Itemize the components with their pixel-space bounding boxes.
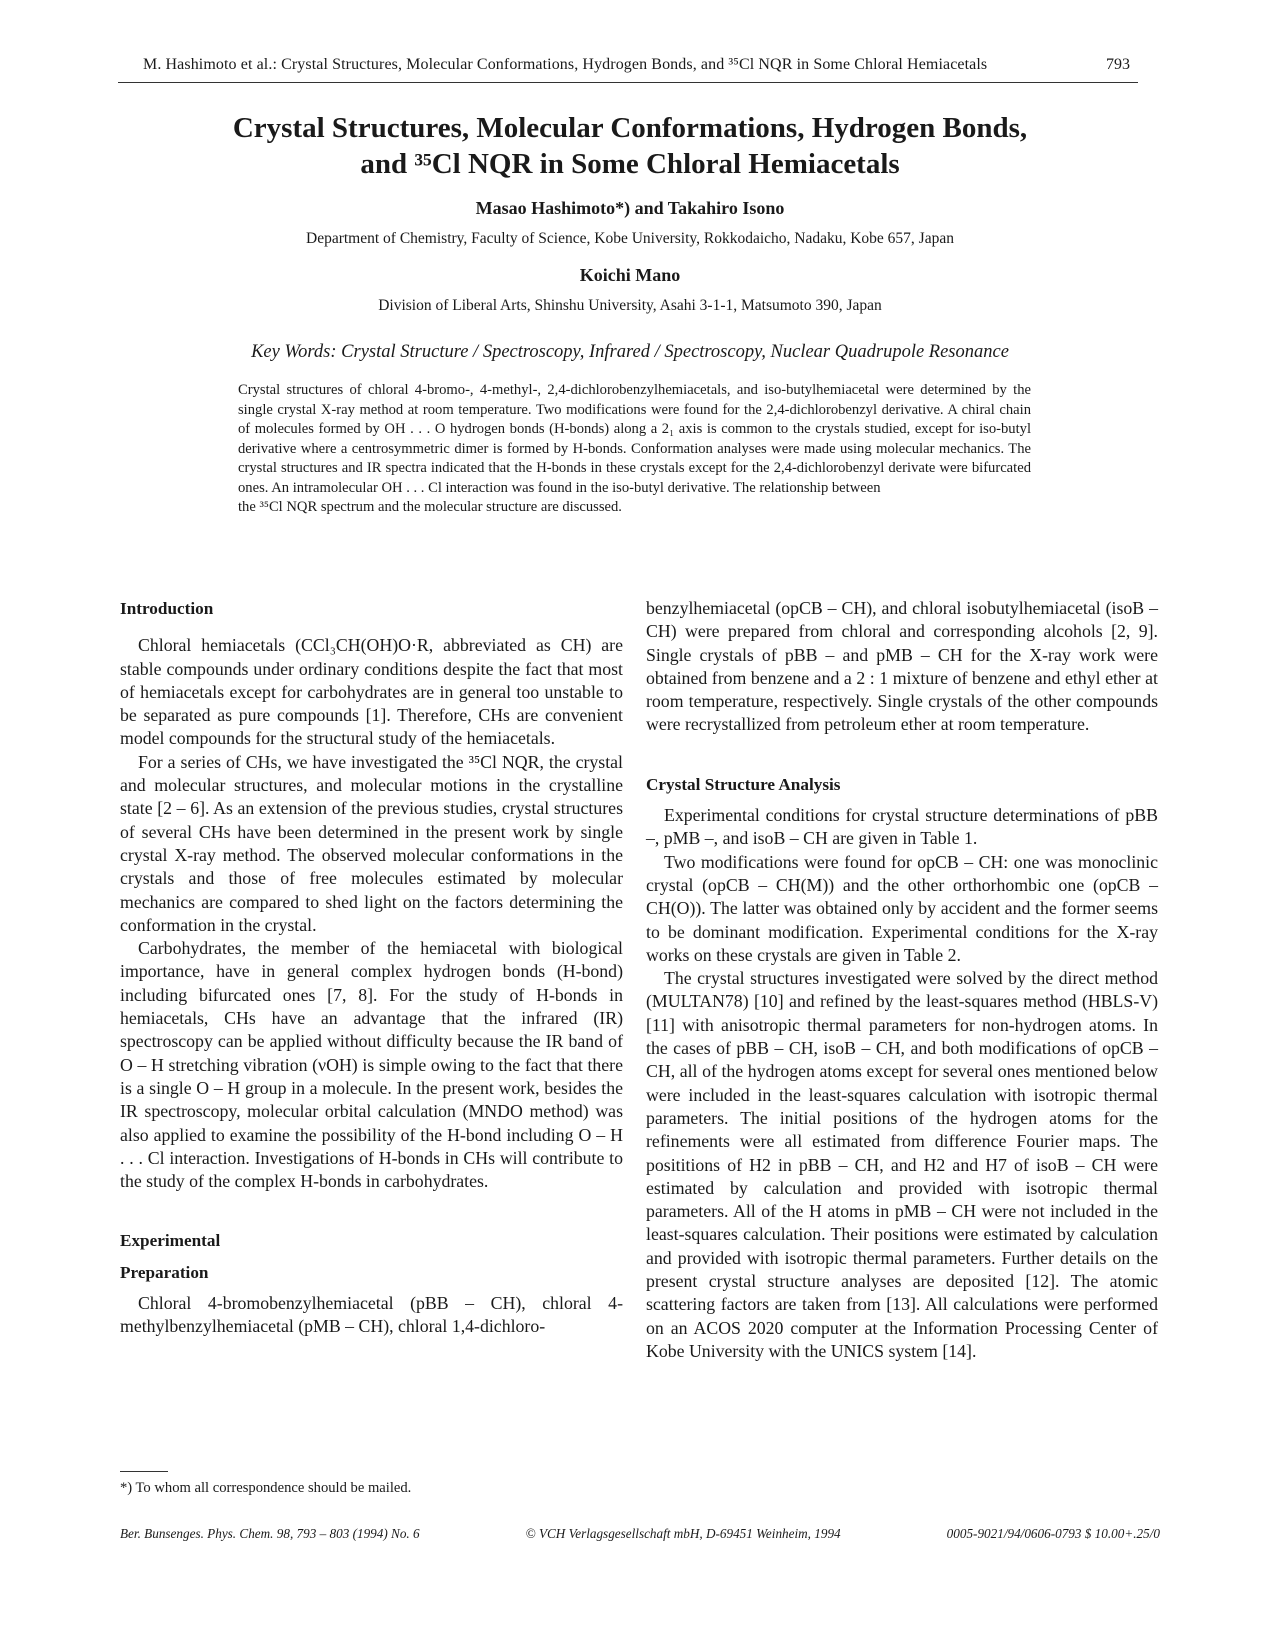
authors-group-2: Koichi Mano — [579, 265, 681, 285]
subsection-heading-preparation: Preparation — [120, 1262, 209, 1282]
section-heading-introduction: Introduction — [120, 599, 214, 618]
abstract-body: Crystal structures of chloral 4-bromo-, 4-methyl-, 2,4-dichlorobenzylhemiacetals, and iso-butylhemiacetal were determined by the single crystal X-ray method at room temperature. Two modifications were found for the 2,4-dichlorobenzyl derivative. A chiral chain of molecules formed by OH . . . O hydrogen bonds (H-bonds) along a 2₁ axis is common to the crystals studied, except for iso-butyl derivative where a centrosymmetric dimer is formed by H-bonds. Conformation analyses were made using molecular mechanics. The crystal structures and IR spectra indicated that the H-bonds in these crystals except for the 2,4-dichlorobenzyl derivate were bifurcated ones. An intramolecular OH . . . Cl interaction was found in the iso-butyl derivative. The relationship between — [238, 382, 1031, 496]
footnote: *) To whom all correspondence should be mailed. — [120, 1480, 412, 1496]
intro-paragraph-3: Carbohydrates, the member of the hemiacetal with biological importance, have in general complex hydrogen bonds (H-bond) including bifurcated ones [7, 8]. For the study of H-bonds in hemiacetals, CHs have an advantage that the infrared (IR) spectroscopy can be applied without difficulty because the IR band of O – H stretching vibration (νOH) is simple owing to the fact that there is a single O – H group in a molecule. In the present work, besides the IR spectroscopy, molecular orbital calculation (MNDO method) was also applied to examine the possibility of the H-bond including O – H . . . Cl interaction. Investigations of H-bonds in CHs will contribute to the study of the complex H-bonds in carbohydrates. — [120, 938, 623, 1192]
header-rule — [118, 82, 1138, 83]
article-title — [120, 110, 1140, 182]
footer-publisher: © VCH Verlagsgesellschaft mbH, D-69451 Weinheim, 1994 — [525, 1526, 841, 1541]
page-number: 793 — [1106, 56, 1130, 73]
intro-paragraph-1: Chloral hemiacetals (CCl₃CH(OH)O·R, abbreviated as CH) are stable compounds under ordinary conditions despite the fact that most of hemiacetals except for carbohydrates are in general too unstable to be separated as pure compounds [1]. Therefore, CHs are convenient model compounds for the structural study of the hemiacetals. — [120, 635, 623, 749]
keywords: Key Words: Crystal Structure / Spectroscopy, Infrared / Spectroscopy, Nuclear Quadrupole Resonance — [251, 342, 1009, 362]
running-header: M. Hashimoto et al.: Crystal Structures, Molecular Conformations, Hydrogen Bonds, and ³⁵Cl NQR in Some Chloral Hemiacetals — [143, 56, 988, 73]
affiliation-2: Division of Liberal Arts, Shinshu University, Asahi 3-1-1, Matsumoto 390, Japan — [378, 297, 882, 314]
section-heading-crystal-structure-analysis: Crystal Structure Analysis — [646, 774, 841, 794]
title-line-2: and ³⁵Cl NQR in Some Chloral Hemiacetals — [360, 148, 900, 180]
left-column — [120, 597, 623, 1339]
intro-paragraph-2: For a series of CHs, we have investigated the ³⁵Cl NQR, the crystal and molecular structures, and molecular motions in the crystalline state [2 – 6]. As an extension of the previous studies, crystal structures of several CHs have been determined in the present work by single crystal X-ray method. The observed molecular conformations in the crystals and those of free molecules estimated by molecular mechanics are compared to shed light on the factors determining the conformation in the crystal. — [120, 751, 623, 935]
footer-journal: Ber. Bunsenges. Phys. Chem. 98, 793 – 803 (1994) No. 6 — [120, 1526, 420, 1541]
right-column — [646, 597, 1158, 1363]
title-line-1: Crystal Structures, Molecular Conformations, Hydrogen Bonds, — [232, 112, 1028, 144]
abstract — [238, 381, 1031, 518]
preparation-continued: benzylhemiacetal (opCB – CH), and chloral isobutylhemiacetal (isoB – CH) were prepared from chloral and corresponding alcohols [2, 9]. Single crystals of pBB – and pMB – CH for the X-ray work were obtained from benzene and a 2 : 1 mixture of benzene and ethyl ether at room temperature, respectively. Single crystals of the other compounds were recrystallized from petroleum ether at room temperature. — [646, 598, 1158, 735]
page-footer — [120, 1526, 1160, 1542]
footnote-rule — [120, 1471, 168, 1472]
csa-paragraph-2: Two modifications were found for opCB – CH: one was monoclinic crystal (opCB – CH(M)) and the other orthorhombic one (opCB – CH(O)). The latter was obtained only by accident and the former seems to be dominant modification. Experimental conditions for the X-ray works on these crystals are given in Table 2. — [646, 851, 1158, 965]
affiliation-1: Department of Chemistry, Faculty of Science, Kobe University, Rokkodaicho, Nadaku, Kobe 657, Japan — [306, 230, 954, 247]
authors-group-1: Masao Hashimoto*) and Takahiro Isono — [475, 198, 785, 218]
csa-paragraph-1: Experimental conditions for crystal structure determinations of pBB –, pMB –, and isoB – CH are given in Table 1. — [646, 805, 1158, 849]
abstract-tail: the ³⁵Cl NQR spectrum and the molecular structure are discussed. — [238, 499, 622, 515]
footer-code: 0005-9021/94/0606-0793 $ 10.00+.25/0 — [946, 1526, 1160, 1541]
csa-paragraph-3: The crystal structures investigated were solved by the direct method (MULTAN78) [10] and refined by the least-squares method (HBLS-V) [11] with anisotropic thermal parameters for non-hydrogen atoms. In the cases of pBB – CH, isoB – CH, and both modifications of opCB – CH, all of the hydrogen atoms except for several ones mentioned below were included in the least-squares calculation with isotropic thermal parameters. The initial positions of the hydrogen atoms for the refinements were all estimated from difference Fourier maps. The posititions of H2 in pBB – CH, and H2 and H7 of isoB – CH were estimated by calculation and provided with isotropic thermal parameters. All of the H atoms in pMB – CH were not included in the least-squares calculation. Their positions were estimated by calculation and provided with isotropic thermal parameters. Further details on the present crystal structure analyses are deposited [12]. The atomic scattering factors are taken from [13]. All calculations were performed on an ACOS 2020 computer at the Information Processing Center of Kobe University with the UNICS system [14]. — [646, 968, 1158, 1361]
section-heading-experimental: Experimental — [120, 1231, 221, 1251]
preparation-paragraph: Chloral 4-bromobenzylhemiacetal (pBB – CH), chloral 4-methylbenzylhemiacetal (pMB – CH), chloral 1,4-dichloro- — [120, 1293, 623, 1337]
